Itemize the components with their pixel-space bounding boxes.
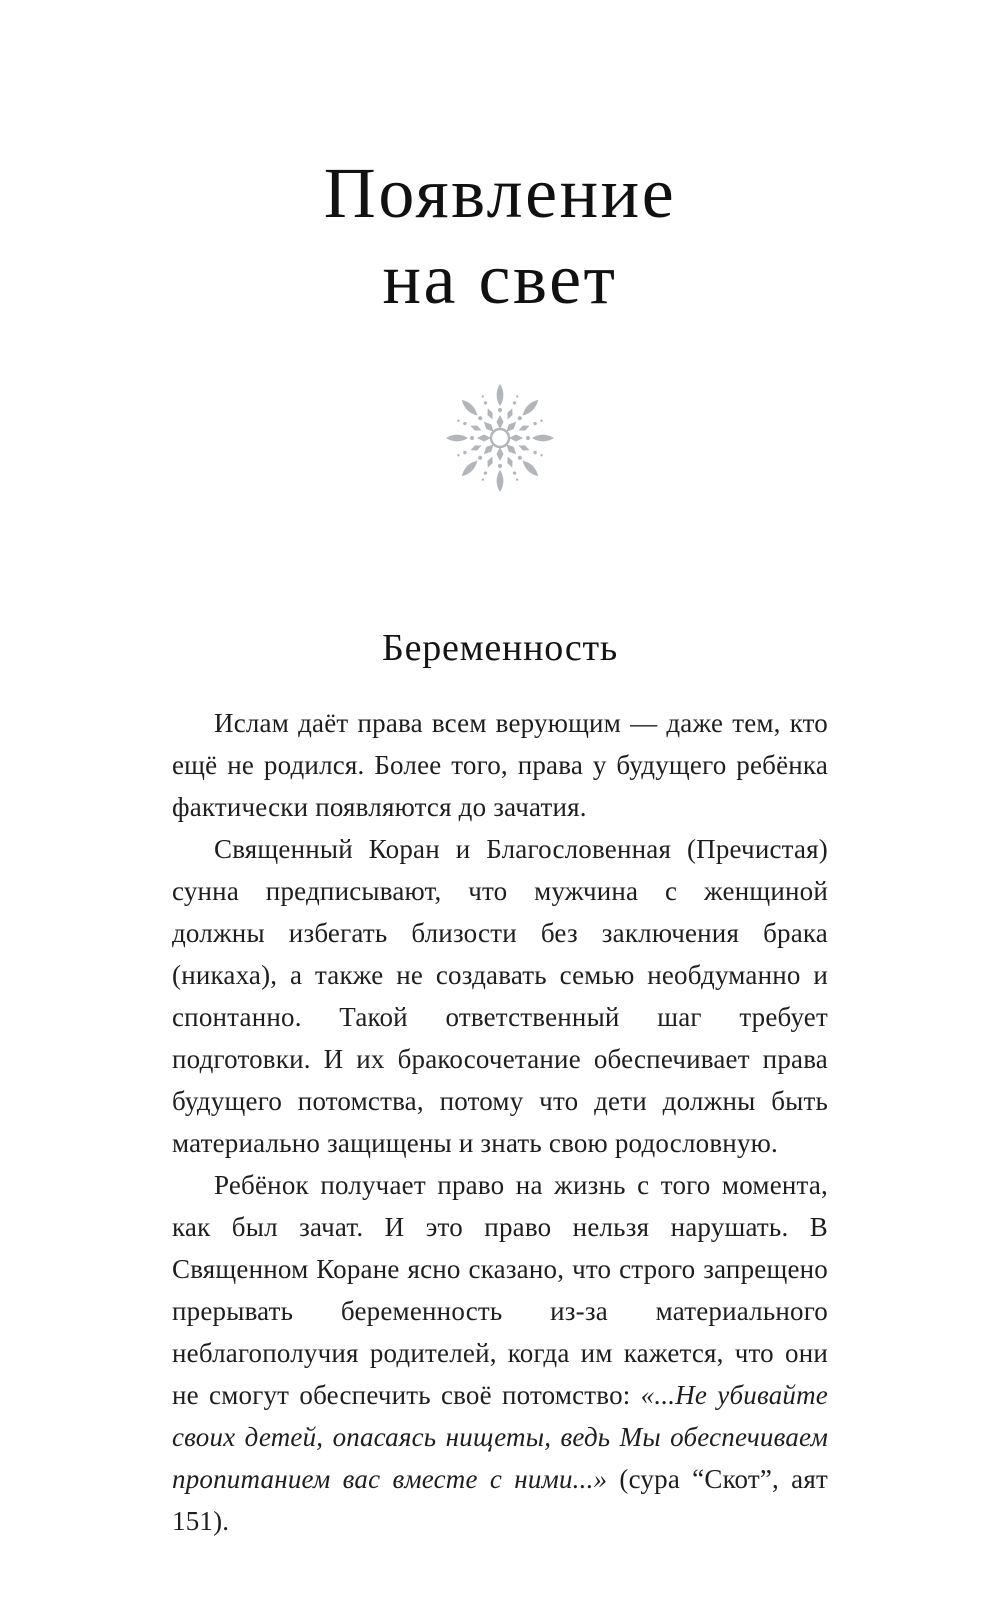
paragraph-3-text: Ребёнок получает право на жизнь с того момента, как был зачат. И это право нельзя нарушать. В Священном Коране ясно сказано, что строго запрещено прерывать беременность из-за материального неблагополучия родителей, когда им кажется, что они не смогут обеспечить своё потомство:	[172, 1170, 828, 1410]
rosette-ornament-icon	[444, 382, 556, 494]
body-text	[172, 702, 828, 1542]
chapter-title	[172, 150, 828, 322]
section-heading: Беременность	[381, 627, 618, 669]
paragraph-3	[172, 1164, 828, 1542]
quran-quote: «...Не убивайте своих детей, опасаясь нищеты, ведь Мы обеспечиваем пропитанием вас вместе с ними...»	[172, 1380, 828, 1494]
chapter-title-line1: Появление	[323, 153, 677, 233]
paragraph-2: Священный Коран и Благословенная (Пречистая) сунна предписывают, что мужчина с женщиной должны избегать близости без заключения брака (никаха), а также не создавать семью необдуманно и спонтанно. Такой ответственный шаг требует подготовки. И их бракосочетание обеспечивает права будущего потомства, потому что дети должны быть материально защищены и знать свою родословную.	[172, 834, 828, 1158]
paragraph-1: Ислам даёт права всем верующим — даже тем, кто ещё не родился. Более того, права у будущего ребёнка фактически появляются до зачатия.	[172, 708, 828, 822]
paragraph-3-citation: (сура “Скот”, аят 151).	[172, 1464, 828, 1536]
chapter-title-line2: на свет	[382, 239, 618, 319]
